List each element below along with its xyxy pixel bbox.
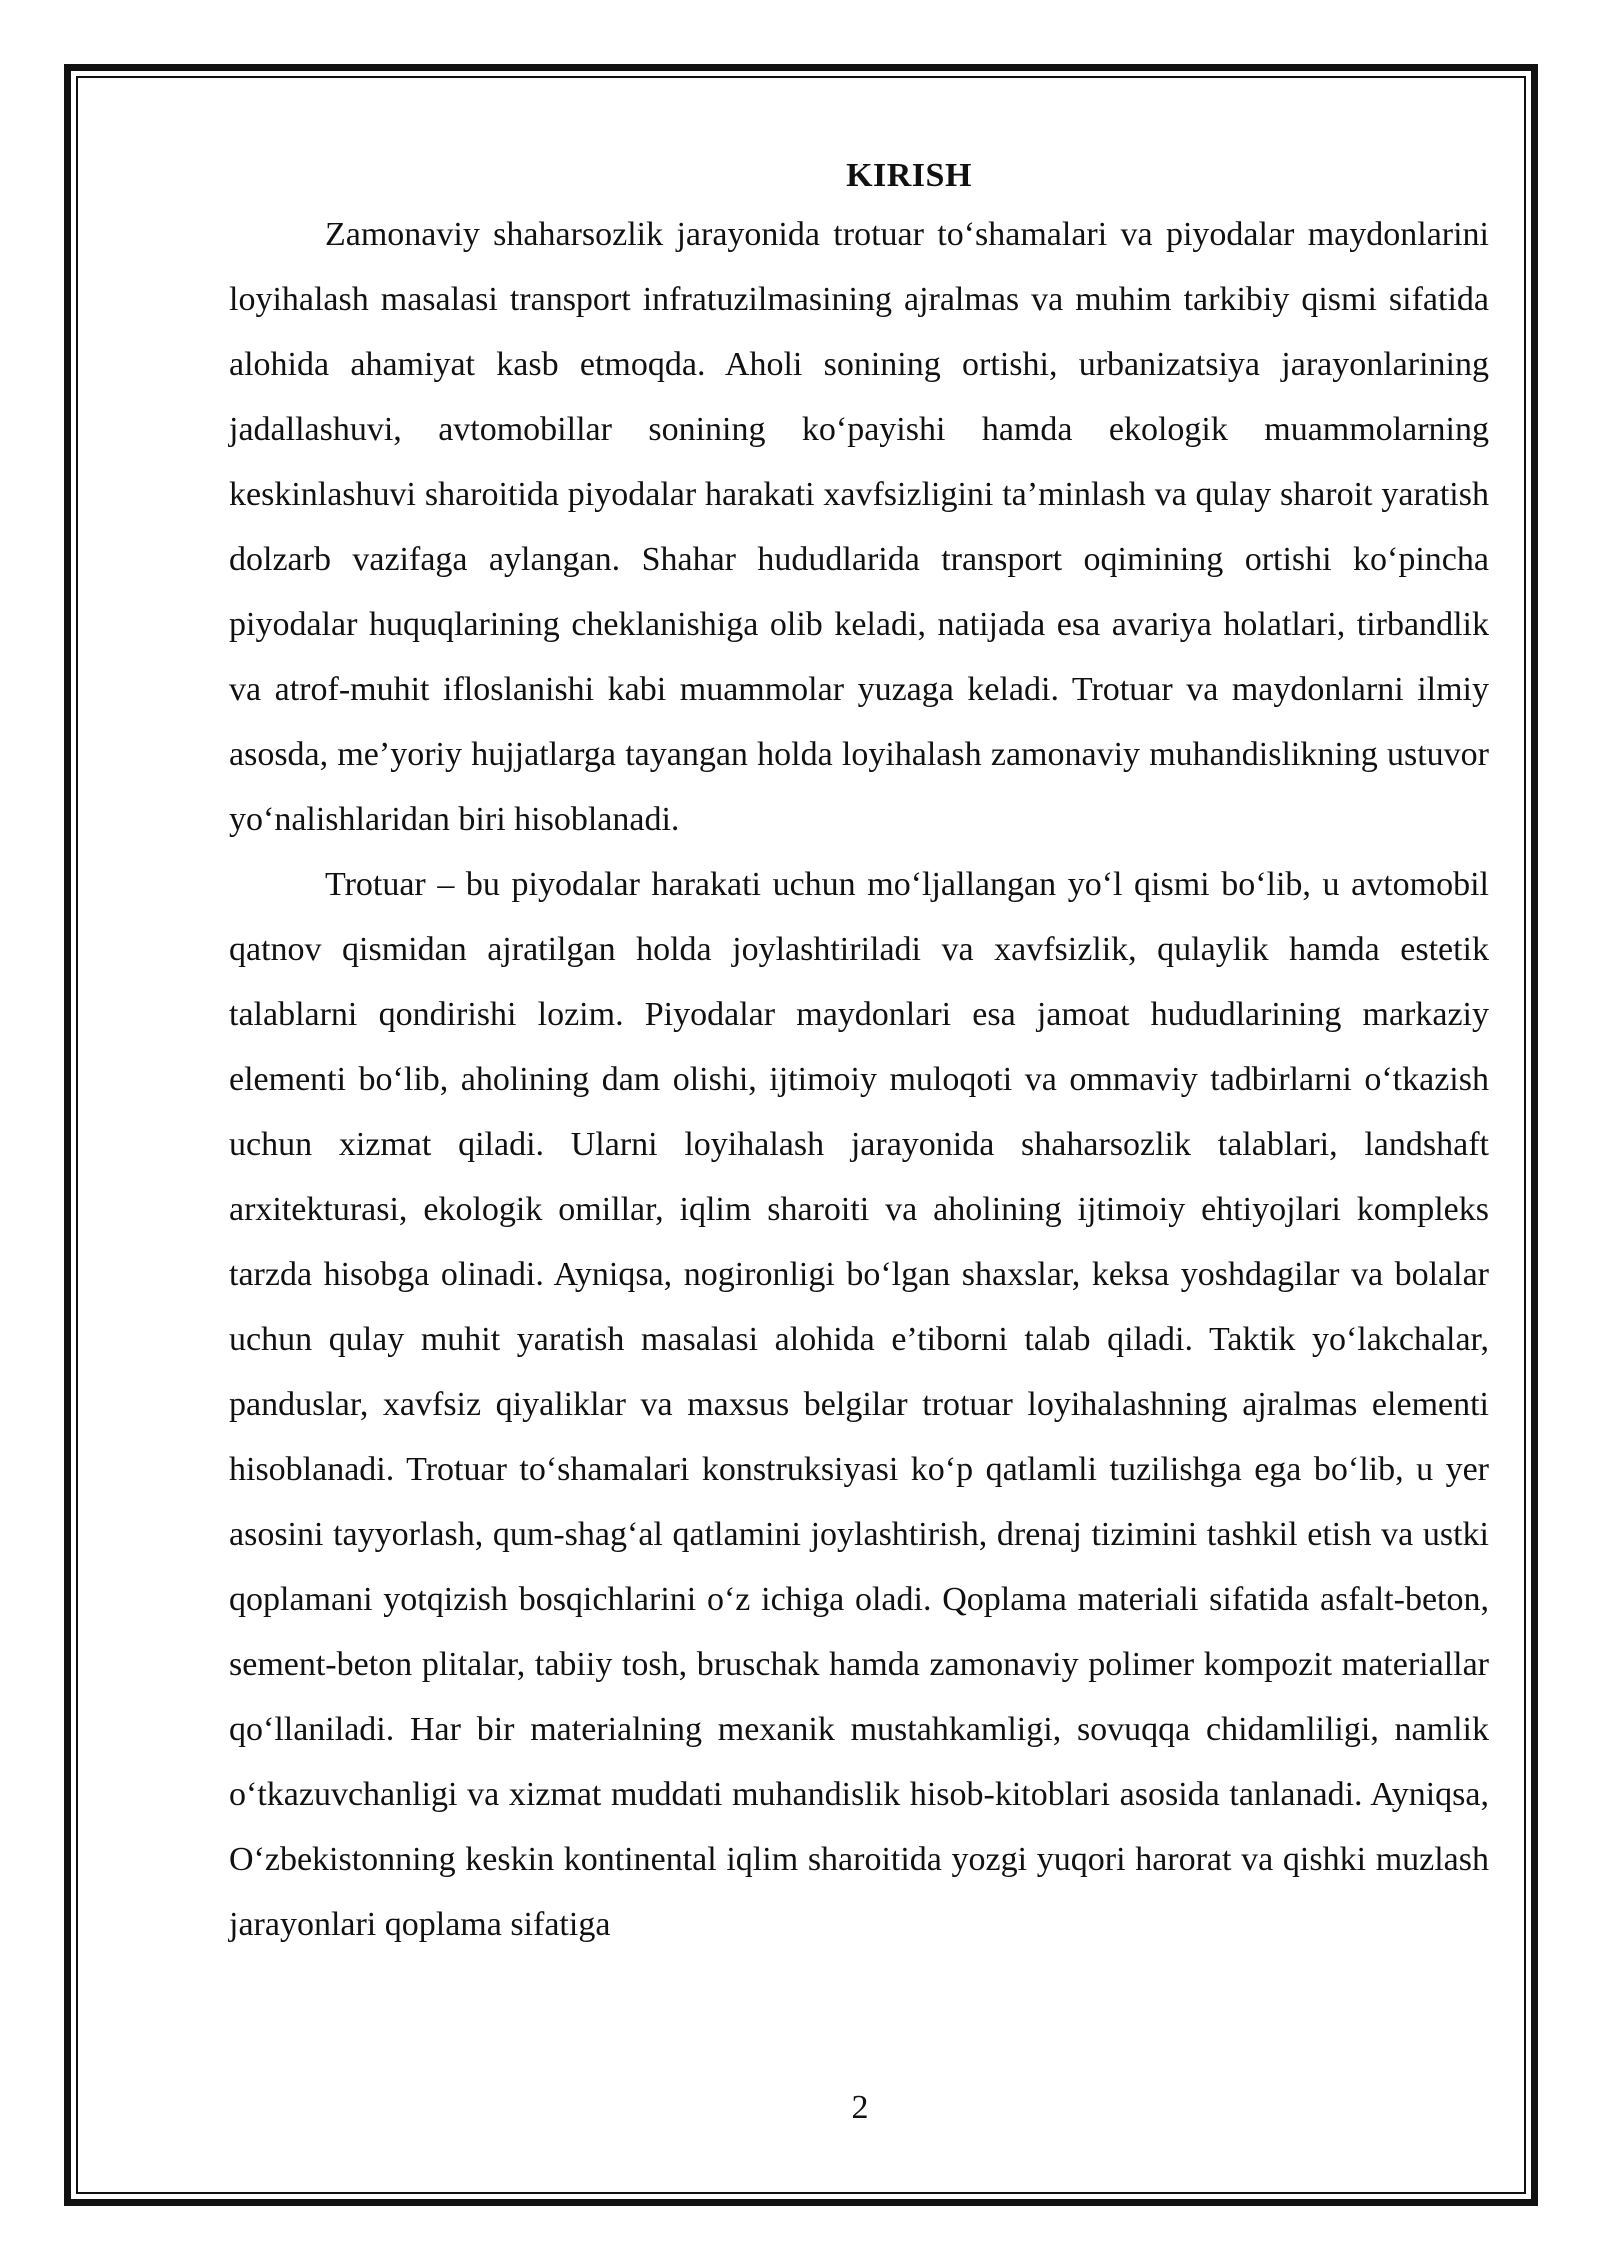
paragraph-1: Zamonaviy shaharsozlik jarayonida trotuar to‘shamalari va piyodalar maydonlarini loyihalash masalasi transport infratuzilmasining ajralmas va muhim tarkibiy qismi sifatida alohida ahamiyat kasb etmoqda. Aholi sonining ortishi, urbanizatsiya jarayonlarining jadallashuvi, avtomobillar sonining ko‘payishi hamda ekologik muammolarning keskinlashuvi sharoitida piyodalar harakati xavfsizligini ta’minlash va qulay sharoit yaratish dolzarb vazifaga aylangan. Shahar hududlarida transport oqimining ortishi ko‘pincha piyodalar huquqlarining cheklanishiga olib keladi, natijada esa avariya holatlari, tirbandlik va atrof-muhit ifloslanishi kabi muammolar yuzaga keladi. Trotuar va maydonlarni ilmiy asosda, me’yoriy hujjatlarga tayangan holda loyihalash zamonaviy muhandislikning ustuvor yo‘nalishlaridan biri hisoblanadi. (229, 216, 1489, 838)
page-number: 2 (851, 2089, 869, 2126)
section-title: KIRISH (846, 157, 972, 194)
paragraph-2: Trotuar – bu piyodalar harakati uchun mo‘ljallangan yo‘l qismi bo‘lib, u avtomobil qatnov qismidan ajratilgan holda joylashtiriladi va xavfsizlik, qulaylik hamda estetik talablarni qondirishi lozim. Piyodalar maydonlari esa jamoat hududlarining markaziy elementi bo‘lib, aholining dam olishi, ijtimoiy muloqoti va ommaviy tadbirlarni o‘tkazish uchun xizmat qiladi. Ularni loyihalash jarayonida shaharsozlik talablari, landshaft arxitekturasi, ekologik omillar, iqlim sharoiti va aholining ijtimoiy ehtiyojlari kompleks tarzda hisobga olinadi. Ayniqsa, nogironligi bo‘lgan shaxslar, keksa yoshdagilar va bolalar uchun qulay muhit yaratish masalasi alohida e’tiborni talab qiladi. Taktik yo‘lakchalar, panduslar, xavfsiz qiyaliklar va maxsus belgilar trotuar loyihalashning ajralmas elementi hisoblanadi. Trotuar to‘shamalari konstruksiyasi ko‘p qatlamli tuzilishga ega bo‘lib, u yer asosini tayyorlash, qum-shag‘al qatlamini joylashtirish, drenaj tizimini tashkil etish va ustki qoplamani yotqizish bosqichlarini o‘z ichiga oladi. Qoplama materiali sifatida asfalt-beton, sement-beton plitalar, tabiiy tosh, bruschak hamda zamonaviy polimer kompozit materiallar qo‘llaniladi. Har bir materialning mexanik mustahkamligi, sovuqqa chidamliligi, namlik o‘tkazuvchanligi va xizmat muddati muhandislik hisob-kitoblari asosida tanlanadi. Ayniqsa, O‘zbekistonning keskin kontinental iqlim sharoitida yozgi yuqori harorat va qishki muzlash jarayonlari qoplama sifatiga (229, 866, 1489, 1943)
document-body (229, 150, 1489, 1957)
